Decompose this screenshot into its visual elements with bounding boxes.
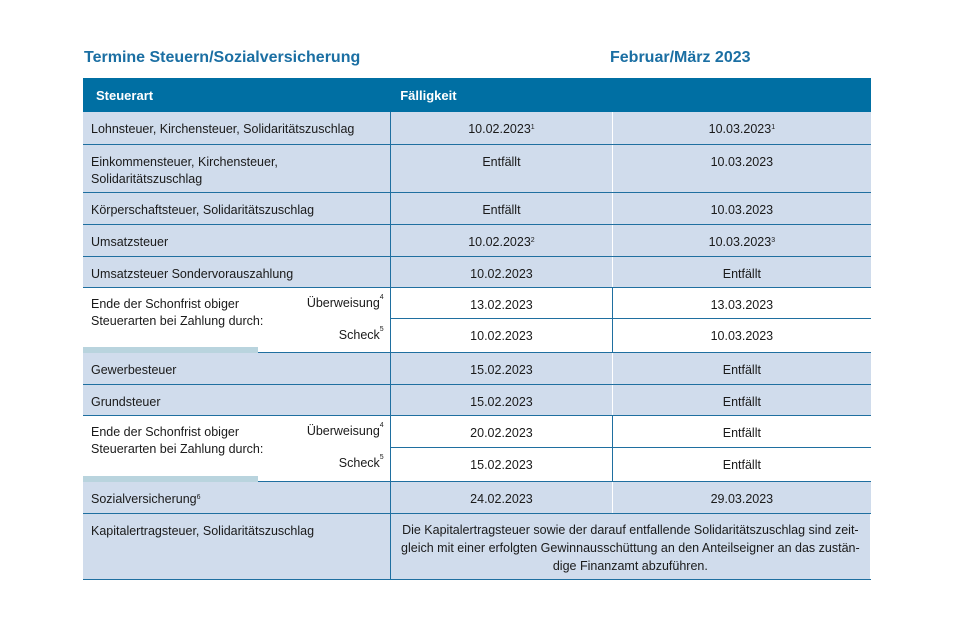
- due-feb: 10.02.2023$^1$: [468, 122, 535, 136]
- grace-period-label-cell: [83, 287, 390, 352]
- method-check: Scheck$^5$: [338, 325, 384, 342]
- table-header: [83, 78, 871, 112]
- grace-period-label: Ende der Schonfrist obiger Steuerarten bei Zahlung durch:: [91, 296, 264, 328]
- page-title: Termine Steuern/Sozialversicherung: [84, 49, 361, 66]
- grace-period-accent: [83, 476, 258, 482]
- due-feb: 20.02.2023: [470, 425, 533, 440]
- due-feb: 10.02.2023: [470, 328, 533, 343]
- table-row: [83, 352, 871, 384]
- due-feb: 13.02.2023: [470, 297, 533, 312]
- due-feb: 15.02.2023: [470, 457, 533, 472]
- due-feb: 15.02.2023: [470, 394, 533, 409]
- due-feb: Entfällt: [482, 154, 521, 169]
- due-feb: 15.02.2023: [470, 362, 533, 377]
- due-mar: 10.03.2023$^3$: [708, 234, 776, 249]
- due-mar: Entfällt: [722, 457, 761, 472]
- row-label: Einkommensteuer, Kirchensteuer, Solidaritätszuschlag: [91, 154, 278, 186]
- row-label: Umsatzsteuer Sondervorauszahlung: [91, 266, 294, 281]
- row-label: Umsatzsteuer: [91, 234, 169, 249]
- grace-period-row: [83, 287, 871, 318]
- table-row: [83, 192, 871, 224]
- row-label: Grundsteuer: [91, 394, 161, 409]
- row-label: Gewerbesteuer: [91, 362, 177, 377]
- method-check: Scheck$^5$: [338, 453, 384, 470]
- table-row: [83, 384, 871, 415]
- table-row: [83, 256, 871, 287]
- table-row: [83, 144, 871, 192]
- due-mar: Entfällt: [722, 394, 761, 409]
- table-row: [83, 513, 871, 579]
- due-mar: Entfällt: [722, 425, 761, 440]
- grace-period-label-cell: [83, 415, 390, 481]
- due-feb: 10.02.2023: [470, 266, 533, 281]
- header-faelligkeit: Fälligkeit: [390, 78, 870, 112]
- capital-gains-note: Die Kapitalertragsteuer sowie der darauf entfallende Solidaritätszuschlag sind zeit-gleich mit einer erfolgten Gewinnausschüttung an den Anteilseigner an das zustän-dige Finanzamt abzuführen.: [401, 522, 860, 573]
- due-mar: 10.03.2023: [710, 328, 774, 343]
- due-mar: 13.03.2023: [710, 297, 774, 312]
- due-feb: Entfällt: [482, 202, 521, 217]
- due-mar: 29.03.2023: [710, 491, 774, 506]
- due-mar: Entfällt: [722, 362, 761, 377]
- method-transfer: Überweisung$^4$: [306, 421, 384, 438]
- row-label: Kapitalertragsteuer, Solidaritätszuschlag: [91, 523, 315, 538]
- row-label: Lohnsteuer, Kirchensteuer, Solidaritätszuschlag: [91, 122, 355, 136]
- due-feb: 24.02.2023: [470, 491, 533, 506]
- due-mar: 10.03.2023: [710, 202, 774, 217]
- row-label: Sozialversicherung$^6$: [91, 491, 201, 506]
- table-row: [83, 481, 871, 513]
- grace-period-row: [83, 415, 871, 447]
- grace-period-label: Ende der Schonfrist obiger Steuerarten bei Zahlung durch:: [91, 424, 264, 456]
- due-mar: Entfällt: [722, 266, 761, 281]
- row-label: Körperschaftsteuer, Solidaritätszuschlag: [91, 202, 315, 217]
- table-row: [83, 112, 871, 144]
- table-row: [83, 224, 871, 256]
- tax-deadline-table: [83, 78, 871, 580]
- header-steuerart: Steuerart: [83, 78, 390, 112]
- method-transfer: Überweisung$^4$: [306, 293, 384, 310]
- period-title: Februar/März 2023: [610, 49, 751, 66]
- due-mar: 10.03.2023: [710, 154, 774, 169]
- grace-period-accent: [83, 347, 258, 353]
- due-mar: 10.03.2023$^1$: [708, 122, 776, 136]
- due-feb: 10.02.2023$^2$: [468, 234, 535, 249]
